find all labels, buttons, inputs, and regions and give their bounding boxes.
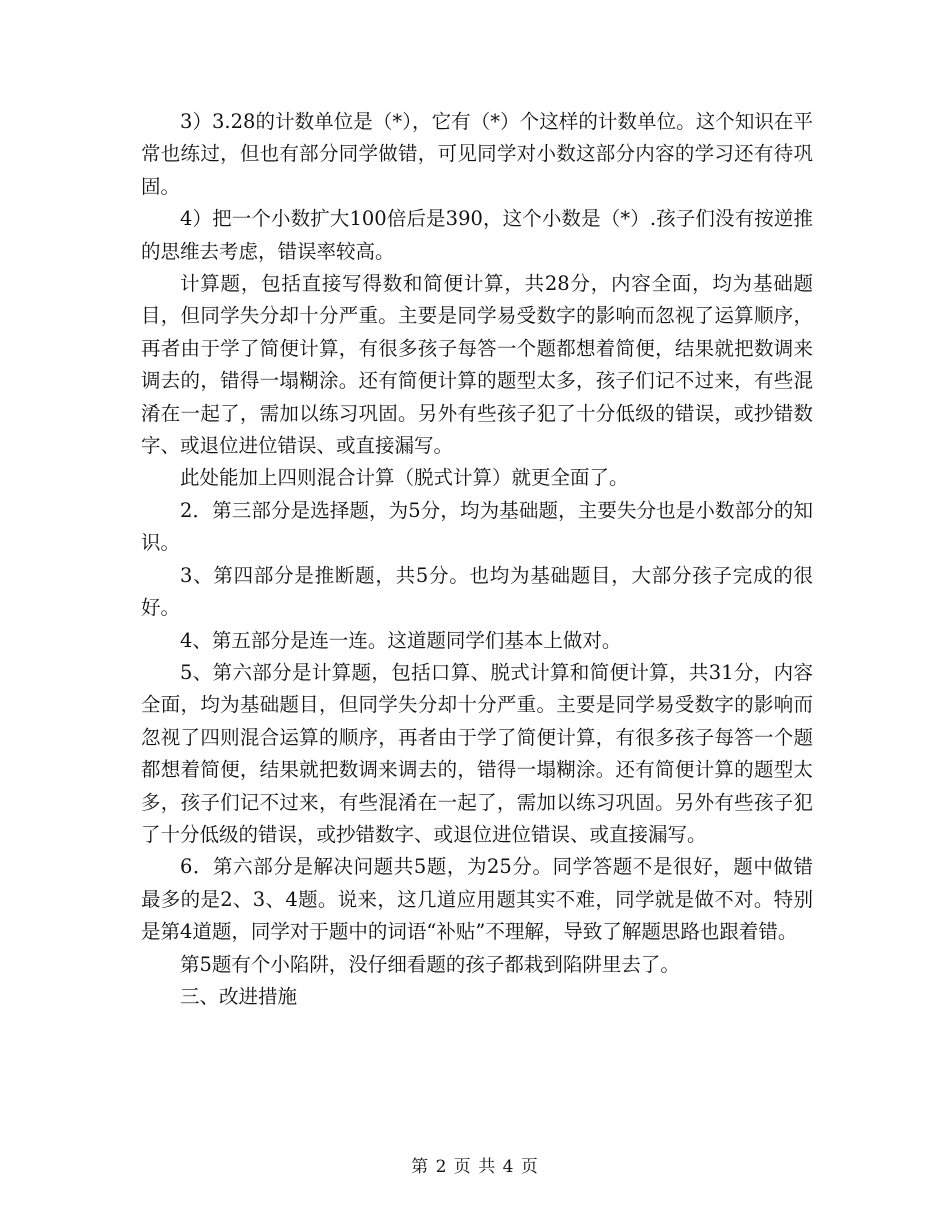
paragraph-part-6-calc: 5、第六部分是计算题，包括口算、脱式计算和简便计算，共31分，内容全面，均为基础题目，但同学失分却十分严重。主要是同学易受数字的影响而忽视了四则混合运算的顺序，再者由于学了简便计算，有很多孩子每答一个题都想着简便，结果就把数调来调去的，错得一塌糊涂。还有简便计算的题型太多，孩子们记不过来，有些混淆在一起了，需加以练习巩固。另外有些孩子犯了十分低级的错误，或抄错数字、或退位进位错误、或直接漏写。: [141, 660, 813, 846]
paragraph-question-5: 第5题有个小陷阱，没仔细看题的孩子都栽到陷阱里去了。: [180, 952, 680, 976]
document-body: [141, 106, 813, 1013]
paragraph-calculation: 计算题，包括直接写得数和简便计算，共28分，内容全面，均为基础题目，但同学失分却十分严重。主要是同学易受数字的影响而忽视了运算顺序，再者由于学了简便计算，有很多孩子每答一个题都想着简便，结果就把数调来调去的，错得一塌糊涂。还有简便计算的题型太多，孩子们记不过来，有些混淆在一起了，需加以练习巩固。另外有些孩子犯了十分低级的错误，或抄错数字、或退位进位错误、或直接漏写。: [141, 272, 813, 458]
page-number-label: 第 2 页 共 4 页: [411, 1157, 539, 1177]
paragraph-part-3: 2．第三部分是选择题，为5分，均为基础题，主要失分也是小数部分的知识。: [141, 498, 813, 555]
paragraph-part-6-problems: 6．第六部分是解决问题共5题，为25分。同学答题不是很好，题中做错最多的是2、3、4题。说来，这几道应用题其实不难，同学就是做不对。特别是第4道题，同学对于题中的词语“补贴”不理解，导致了解题思路也跟着错。: [141, 855, 813, 944]
paragraph-part-4: 3、第四部分是推断题，共5分。也均为基础题目，大部分孩子完成的很好。: [141, 563, 813, 620]
paragraph-part-5: 4、第五部分是连一连。这道题同学们基本上做对。: [180, 628, 622, 652]
section-heading-improvement: 三、改进措施: [180, 984, 298, 1008]
paragraph-item-3: 3）3.28的计数单位是（*），它有（*）个这样的计数单位。这个知识在平常也练过，但也有部分同学做错，可见同学对小数这部分内容的学习还有待巩固。: [141, 110, 813, 198]
paragraph-note: 此处能加上四则混合计算（脱式计算）就更全面了。: [180, 466, 629, 490]
paragraph-item-4: 4）把一个小数扩大100倍后是390，这个小数是（*）.孩子们没有按逆推的思维去考虑，错误率较高。: [141, 207, 813, 263]
page-footer: [0, 1155, 950, 1179]
